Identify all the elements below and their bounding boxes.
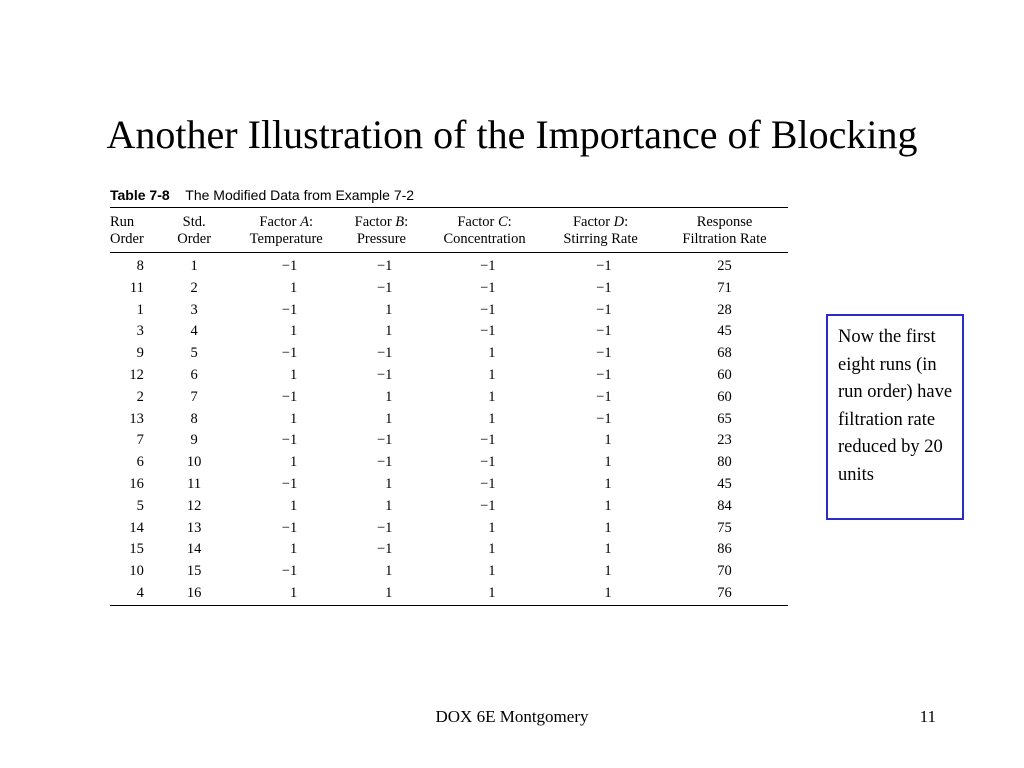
cell-value: −1	[596, 301, 612, 318]
cell-value: −1	[281, 475, 298, 492]
table-cell-factor-b	[334, 561, 429, 583]
table-row	[110, 278, 788, 300]
cell-value: 1	[289, 366, 298, 383]
table-cell-response: 65	[717, 410, 732, 427]
cell-value: 1	[289, 541, 298, 558]
footer-text: DOX 6E Montgomery	[435, 707, 589, 726]
table-cell-factor-a	[238, 321, 333, 343]
table-row	[110, 561, 788, 583]
table-cell-factor-c	[429, 387, 540, 409]
slide-title: Another Illustration of the Importance of Blocking	[106, 112, 918, 157]
cell-value: −1	[376, 432, 393, 449]
column-header-line1: Std.	[182, 214, 206, 230]
table-row	[110, 430, 788, 452]
column-header-line2: Concentration	[443, 231, 526, 247]
cell-value: 1	[385, 563, 393, 580]
table-cell-factor-d	[540, 253, 661, 278]
table-cell-run-order: 13	[129, 410, 144, 427]
cell-value: −1	[480, 323, 496, 340]
table-cell-factor-d	[540, 343, 661, 365]
cell-value: 1	[488, 541, 496, 558]
table-cell-run-order: 15	[129, 541, 144, 558]
table-cell-factor-d	[540, 278, 661, 300]
table-cell-factor-c	[429, 452, 540, 474]
table-cell-factor-c	[429, 496, 540, 518]
cell-value: 1	[604, 563, 612, 580]
cell-value: −1	[596, 388, 612, 405]
column-header-line2: Order	[177, 231, 212, 247]
table-cell-factor-d	[540, 300, 661, 322]
cell-value: −1	[480, 258, 496, 274]
table-row	[110, 518, 788, 540]
table-row	[110, 300, 788, 322]
cell-value: −1	[596, 279, 612, 296]
table-cell-std-order: 16	[186, 584, 202, 601]
table-cell-run-order: 10	[129, 563, 144, 580]
table-cell-response: 23	[717, 432, 732, 449]
table-cell-factor-b	[334, 539, 429, 561]
cell-value: −1	[480, 279, 496, 296]
table-cell-std-order: 7	[190, 388, 198, 405]
table-cell-factor-d	[540, 365, 661, 387]
table-cell-factor-a	[238, 561, 333, 583]
cell-value: 1	[289, 454, 298, 471]
table-row	[110, 409, 788, 431]
table-cell-factor-c	[429, 253, 540, 278]
cell-value: 1	[385, 410, 393, 427]
table-row	[110, 343, 788, 365]
cell-value: 1	[604, 584, 612, 601]
table-cell-response: 45	[717, 475, 732, 492]
table-row	[110, 452, 788, 474]
table-cell-factor-b	[334, 430, 429, 452]
table-cell-factor-b	[334, 518, 429, 540]
table-cell-factor-b	[334, 474, 429, 496]
table-row	[110, 387, 788, 409]
table-cell-factor-a	[238, 583, 333, 605]
cell-value: 1	[289, 584, 298, 601]
data-table	[110, 207, 788, 606]
table-cell-run-order: 5	[136, 497, 144, 514]
cell-value: −1	[376, 519, 393, 536]
table-cell-std-order: 4	[190, 323, 198, 340]
note-text: Now the first eight runs (in run order) have filtration rate reduced by 20 units	[838, 327, 953, 485]
table-cell-factor-a	[238, 452, 333, 474]
cell-value: −1	[376, 541, 393, 558]
cell-value: 1	[488, 388, 496, 405]
cell-value: −1	[376, 345, 393, 362]
cell-value: 1	[289, 323, 298, 340]
table-cell-factor-c	[429, 583, 540, 605]
table-cell-factor-b	[334, 387, 429, 409]
table-cell-factor-b	[334, 452, 429, 474]
cell-value: −1	[596, 366, 612, 383]
table-cell-factor-b	[334, 365, 429, 387]
table-cell-factor-d	[540, 583, 661, 605]
factor-letter: A	[300, 214, 309, 230]
cell-value: −1	[596, 258, 612, 274]
table-cell-factor-d	[540, 430, 661, 452]
column-header-line2: Order	[110, 231, 144, 247]
table-cell-response: 86	[717, 541, 732, 558]
cell-value: −1	[480, 454, 496, 471]
table-cell-response: 28	[717, 301, 732, 318]
cell-value: −1	[376, 454, 393, 471]
cell-value: 1	[385, 497, 393, 514]
table-cell-factor-b	[334, 343, 429, 365]
cell-value: 1	[604, 497, 612, 514]
table-cell-std-order: 3	[190, 301, 198, 318]
cell-value: 1	[289, 279, 298, 296]
table-cell-response: 25	[717, 258, 732, 274]
cell-value: 1	[488, 584, 496, 601]
table-cell-factor-c	[429, 474, 540, 496]
cell-value: 1	[488, 410, 496, 427]
table-body	[110, 253, 788, 606]
table-cell-std-order: 8	[190, 410, 198, 427]
cell-value: 1	[604, 454, 612, 471]
column-header-line2: Temperature	[249, 231, 323, 247]
table-cell-factor-c	[429, 539, 540, 561]
table-cell-factor-a	[238, 539, 333, 561]
table-cell-factor-c	[429, 430, 540, 452]
column-header-line1: Response	[696, 214, 753, 230]
table-cell-factor-b	[334, 583, 429, 605]
cell-value: 1	[604, 475, 612, 492]
table-cell-factor-a	[238, 278, 333, 300]
cell-value: 1	[385, 323, 393, 340]
cell-value: −1	[480, 301, 496, 318]
table-cell-factor-c	[429, 278, 540, 300]
cell-value: 1	[488, 519, 496, 536]
cell-value: −1	[376, 279, 393, 296]
table-row	[110, 583, 788, 605]
table-cell-std-order: 6	[190, 366, 198, 383]
cell-value: −1	[596, 345, 612, 362]
column-header-std-order	[150, 208, 239, 253]
cell-value: −1	[480, 432, 496, 449]
table-row	[110, 539, 788, 561]
note-box	[826, 314, 964, 520]
table-cell-factor-a	[238, 253, 333, 278]
table-cell-factor-a	[238, 518, 333, 540]
table-row	[110, 365, 788, 387]
page-number: 11	[919, 707, 936, 726]
column-header-line2: Filtration Rate	[682, 231, 767, 247]
table-row	[110, 321, 788, 343]
table-caption	[110, 185, 788, 205]
table-cell-response: 84	[717, 497, 732, 514]
table-cell-std-order: 12	[186, 497, 202, 514]
table-row	[110, 253, 788, 278]
table-cell-factor-a	[238, 387, 333, 409]
table-cell-response: 76	[717, 584, 732, 601]
table-cell-factor-d	[540, 496, 661, 518]
cell-value: 1	[488, 563, 496, 580]
cell-value: −1	[281, 563, 298, 580]
cell-value: 1	[289, 410, 298, 427]
table-row	[110, 496, 788, 518]
table-cell-response: 68	[717, 345, 732, 362]
table-cell-std-order: 14	[186, 541, 202, 558]
table-cell-factor-c	[429, 321, 540, 343]
table-cell-factor-b	[334, 300, 429, 322]
column-header-factor-a	[238, 208, 333, 253]
table-cell-factor-d	[540, 539, 661, 561]
cell-value: −1	[281, 519, 298, 536]
table-cell-response: 71	[717, 279, 732, 296]
column-header-line1: Factor D:	[572, 214, 629, 230]
table-cell-response: 60	[717, 366, 732, 383]
table-cell-factor-c	[429, 365, 540, 387]
cell-value: −1	[376, 366, 393, 383]
table-header-row	[110, 208, 788, 253]
column-header-factor-b	[334, 208, 429, 253]
table-cell-factor-b	[334, 253, 429, 278]
table-cell-run-order: 7	[136, 432, 144, 449]
cell-value: 1	[385, 584, 393, 601]
table-cell-run-order: 11	[129, 279, 144, 296]
cell-value: −1	[281, 345, 298, 362]
factor-letter: C	[498, 214, 508, 230]
cell-value: 1	[604, 432, 612, 449]
column-header-line1: Factor C:	[457, 214, 512, 230]
table-cell-run-order: 3	[136, 323, 144, 340]
table-cell-std-order: 9	[190, 432, 198, 449]
cell-value: 1	[385, 475, 393, 492]
table-cell-run-order: 2	[136, 388, 144, 405]
column-header-line2: Stirring Rate	[563, 231, 638, 247]
table-cell-response: 45	[717, 323, 732, 340]
table-cell-std-order: 5	[190, 345, 198, 362]
column-header-line1: Run	[110, 214, 135, 230]
table-cell-factor-d	[540, 321, 661, 343]
table-cell-factor-d	[540, 474, 661, 496]
cell-value: 1	[385, 388, 393, 405]
cell-value: −1	[281, 432, 298, 449]
table-cell-factor-b	[334, 321, 429, 343]
table-cell-std-order: 1	[190, 258, 198, 274]
table-cell-run-order: 8	[136, 258, 144, 274]
table-cell-factor-a	[238, 365, 333, 387]
table-cell-run-order: 9	[136, 345, 144, 362]
table-cell-std-order: 10	[186, 454, 202, 471]
cell-value: −1	[376, 258, 393, 274]
table-cell-factor-c	[429, 409, 540, 431]
table-caption-text: The Modified Data from Example 7-2	[185, 187, 415, 203]
table-cell-factor-a	[238, 474, 333, 496]
column-header-line1: Factor B:	[354, 214, 409, 230]
table-cell-response: 70	[717, 563, 732, 580]
data-table-container	[110, 185, 788, 606]
table-cell-std-order: 2	[190, 279, 198, 296]
table-cell-factor-b	[334, 278, 429, 300]
table-cell-factor-b	[334, 409, 429, 431]
table-cell-std-order: 11	[187, 475, 202, 492]
table-cell-factor-d	[540, 561, 661, 583]
column-header-response	[661, 208, 788, 253]
cell-value: 1	[604, 541, 612, 558]
table-cell-run-order: 6	[136, 454, 144, 471]
column-header-run-order	[110, 208, 150, 253]
column-header-factor-c	[429, 208, 540, 253]
table-cell-factor-c	[429, 518, 540, 540]
cell-value: 1	[385, 301, 393, 318]
table-cell-factor-c	[429, 343, 540, 365]
cell-value: 1	[488, 345, 496, 362]
table-cell-response: 75	[717, 519, 732, 536]
factor-letter: B	[395, 214, 405, 230]
table-cell-factor-b	[334, 496, 429, 518]
table-cell-factor-c	[429, 300, 540, 322]
factor-letter: D	[613, 214, 625, 230]
table-row	[110, 474, 788, 496]
table-cell-factor-a	[238, 430, 333, 452]
table-cell-factor-d	[540, 409, 661, 431]
column-header-line2: Pressure	[356, 231, 406, 247]
table-cell-std-order: 15	[186, 563, 202, 580]
table-cell-run-order: 4	[136, 584, 144, 601]
table-cell-response: 80	[717, 454, 732, 471]
table-cell-factor-d	[540, 387, 661, 409]
cell-value: −1	[281, 388, 298, 405]
cell-value: 1	[289, 497, 298, 514]
cell-value: −1	[480, 497, 496, 514]
table-cell-run-order: 12	[129, 366, 144, 383]
cell-value: 1	[488, 366, 496, 383]
table-cell-std-order: 13	[186, 519, 202, 536]
column-header-line1: Factor A:	[259, 214, 313, 230]
table-cell-factor-a	[238, 343, 333, 365]
cell-value: −1	[596, 323, 612, 340]
table-cell-run-order: 14	[129, 519, 144, 536]
cell-value: −1	[480, 475, 496, 492]
cell-value: −1	[281, 258, 298, 274]
column-header-factor-d	[540, 208, 661, 253]
cell-value: −1	[281, 301, 298, 318]
table-cell-factor-d	[540, 518, 661, 540]
table-cell-factor-c	[429, 561, 540, 583]
table-cell-response: 60	[717, 388, 732, 405]
table-cell-factor-a	[238, 409, 333, 431]
table-cell-run-order: 16	[129, 475, 144, 492]
table-cell-run-order: 1	[136, 301, 144, 318]
table-cell-factor-d	[540, 452, 661, 474]
cell-value: −1	[596, 410, 612, 427]
table-caption-label: Table 7-8	[110, 187, 170, 203]
table-cell-factor-a	[238, 300, 333, 322]
table-cell-factor-a	[238, 496, 333, 518]
cell-value: 1	[604, 519, 612, 536]
